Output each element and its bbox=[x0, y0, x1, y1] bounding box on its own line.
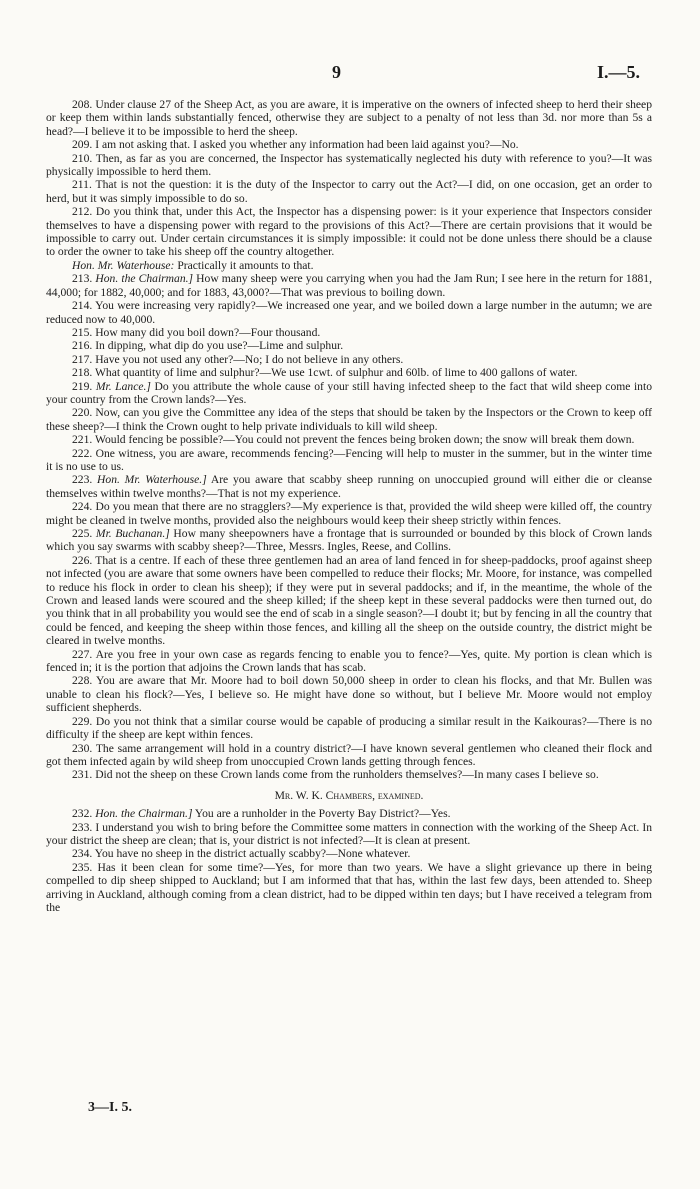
paragraph-216: 216. In dipping, what dip do you use?—Lime and sulphur. bbox=[72, 339, 344, 353]
paragraph-217: 217. Have you not used any other?—No; I do not believe in any others. bbox=[72, 352, 404, 366]
speaker-name: Hon. Mr. Waterhouse: bbox=[72, 258, 175, 272]
paragraph-223: 223. Hon. Mr. Waterhouse.] Are you aware that scabby sheep running on unoccupied ground will either die or cleanse themselves within twelve months?—That is not my experience. bbox=[46, 473, 653, 500]
paragraph-226: 226. That is a centre. If each of these three gentlemen had an area of land fenced in for sheep-paddocks, proof against sheep not infected (you are aware that some owners have been compelled to reduce their flocks; Mr. Moore, for instance, was compelled to reduce his flock in order to clean his sheep); if they were put in several paddocks; and if, in the meantime, the whole of the Crown and leased lands were scoured and the sheep killed; if the sheep kept in these several paddocks were then turned out, do you think that in all probability you would see the end of scab in a single season?—I doubt it; but by fencing in all the country that could be fenced, and keeping the sheep within those fences, and killing all the sheep on the outside country, the district might be cleared in twelve months. bbox=[46, 553, 652, 648]
paper-reference: I.—5. bbox=[596, 62, 640, 82]
paragraph-225: 225. Mr. Buchanan.] How many sheepowners have a frontage that is surrounded or bounded by this block of Crown lands which you say swarms with scabby sheep?—Three, Messrs. Ingles, Reese, and Collins. bbox=[46, 527, 652, 554]
speaker-name: Hon. Mr. Waterhouse.] bbox=[97, 473, 207, 487]
paragraph-215: 215. How many did you boil down?—Four thousand. bbox=[72, 325, 321, 339]
speaker-name: Mr. Buchanan.] bbox=[95, 527, 170, 540]
paragraph-229: 229. Do you not think that a similar course would be capable of producing a similar result in the Kaikouras?—There is no difficulty if the sheep are kept within fences. bbox=[46, 714, 652, 742]
paragraph-219: 219. Mr. Lance.] Do you attribute the whole cause of your still having infected sheep to the fact that wild sheep come into your country from the Crown lands?—Yes. bbox=[46, 379, 652, 406]
paragraph-233: 233. I understand you wish to bring before the Committee some matters in connection with the working of the Sheep Act. In your district the sheep are clean; that is, your district is not infected?—It is clean at present. bbox=[46, 820, 652, 847]
paragraph-222: 222. One witness, you are aware, recommends fencing?—Fencing will help to muster in the summer, but in the winter time it is no use to us. bbox=[46, 446, 652, 473]
paragraph-211: 211. That is not the question: it is the duty of the Inspector to carry out the Act?—I did, on one occasion, get an order to herd, but it was simply impossible to do so. bbox=[46, 178, 652, 205]
interjection-waterhouse: Hon. Mr. Waterhouse: Practically it amounts to that. bbox=[72, 258, 314, 272]
paragraph-212: 212. Do you think that, under this Act, the Inspector has a dispensing power: is it your experience that Inspectors consider themselves to have a dispensing power with regard to the provisions of this Act?—There are certain provisions that it would be impossible to carry out. Under certain circumstances it is simply impossible: it could not be done unless there should be a clause to order the owner to take his sheep off the country altogether. bbox=[46, 205, 652, 259]
evidence-text bbox=[46, 98, 652, 914]
paragraph-214: 214. You were increasing very rapidly?—We increased one year, and we boiled down a large number in the autumn; we are reduced now to 40,000. bbox=[46, 299, 652, 326]
witness-heading: Mr. W. K. Chambers, examined. bbox=[274, 788, 424, 802]
paragraph-227: 227. Are you free in your own case as regards fencing to enable you to fence?—Yes, quite. My portion is clean which is fenced in; it is the portion that adjoins the Crown lands that has scab. bbox=[46, 647, 652, 675]
speaker-name: Mr. Lance.] bbox=[95, 379, 151, 393]
paragraph-231: 231. Did not the sheep on these Crown lands come from the runholders themselves?—In many cases I believe so. bbox=[72, 768, 599, 782]
paragraph-220: 220. Now, can you give the Committee any idea of the steps that should be taken by the Inspectors or the Crown to keep off these sheep?—I think the Crown ought to help private individuals to kill wild sheep. bbox=[46, 406, 652, 433]
paragraph-228: 228. You are aware that Mr. Moore had to boil down 50,000 sheep in order to clean his flocks, and that Mr. Bullen was unable to clean his flock?—Yes, I believe so. He might have done so without, but I believe Mr. Moore would not employ sufficient shepherds. bbox=[46, 674, 652, 715]
paragraph-221: 221. Would fencing be possible?—You could not prevent the fences being broken down; the snow will break them down. bbox=[72, 433, 635, 447]
paragraph-218: 218. What quantity of lime and sulphur?—We use 1cwt. of sulphur and 60lb. of lime to 400 gallons of water. bbox=[72, 366, 578, 380]
paragraph-213: 213. Hon. the Chairman.] How many sheep were you carrying when you had the Jam Run; I see here in the return for 1881, 44,000; for 1882, 40,000; and for 1883, 43,000?—That was previous to boiling down. bbox=[46, 272, 653, 299]
page-header bbox=[0, 62, 700, 88]
paragraph-210: 210. Then, as far as you are concerned, the Inspector has systematically neglected his duty with reference to you?—It was physically impossible to herd them. bbox=[46, 151, 652, 179]
paragraph-234: 234. You have no sheep in the district actually scabby?—None whatever. bbox=[72, 847, 411, 861]
paragraph-232: 232. Hon. the Chairman.] You are a runholder in the Poverty Bay District?—Yes. bbox=[72, 807, 451, 821]
paragraph-224: 224. Do you mean that there are no stragglers?—My experience is that, provided the wild sheep were killed off, the country might be cleaned in twelve months, provided also the neighbours would keep their sheep strictly within fences. bbox=[46, 500, 652, 527]
paragraph-230: 230. The same arrangement will hold in a country district?—I have known several gentlemen who cleaned their flock and got them infected again by wild sheep from unoccupied Crown lands getting through fences. bbox=[46, 741, 652, 768]
page-number: 9 bbox=[332, 62, 341, 82]
paragraph-209: 209. I am not asking that. I asked you whether any information had been laid against you?—No. bbox=[72, 138, 519, 152]
page-signature: 3—I. 5. bbox=[88, 1100, 132, 1115]
paragraph-208: 208. Under clause 27 of the Sheep Act, as you are aware, it is imperative on the owners of infected sheep to herd their sheep or keep them within lands substantially fenced, otherwise they are subject to a penalty of not less than 3d. nor more than 5s a head?—I believe it to be impossible to herd the sheep. bbox=[46, 98, 652, 138]
paragraph-235: 235. Has it been clean for some time?—Yes, for more than two years. We have a slight grievance up there in being compelled to dip sheep shipped to Auckland; but I am informed that that has, within the last few days, been attended to. Sheep arriving in Auckland, although coming from a clean district, had to be dipped within ten days; but I have received a telegram from the bbox=[46, 860, 652, 914]
speaker-name: Hon. the Chairman.] bbox=[95, 272, 194, 286]
speaker-name: Hon. the Chairman.] bbox=[95, 807, 193, 821]
